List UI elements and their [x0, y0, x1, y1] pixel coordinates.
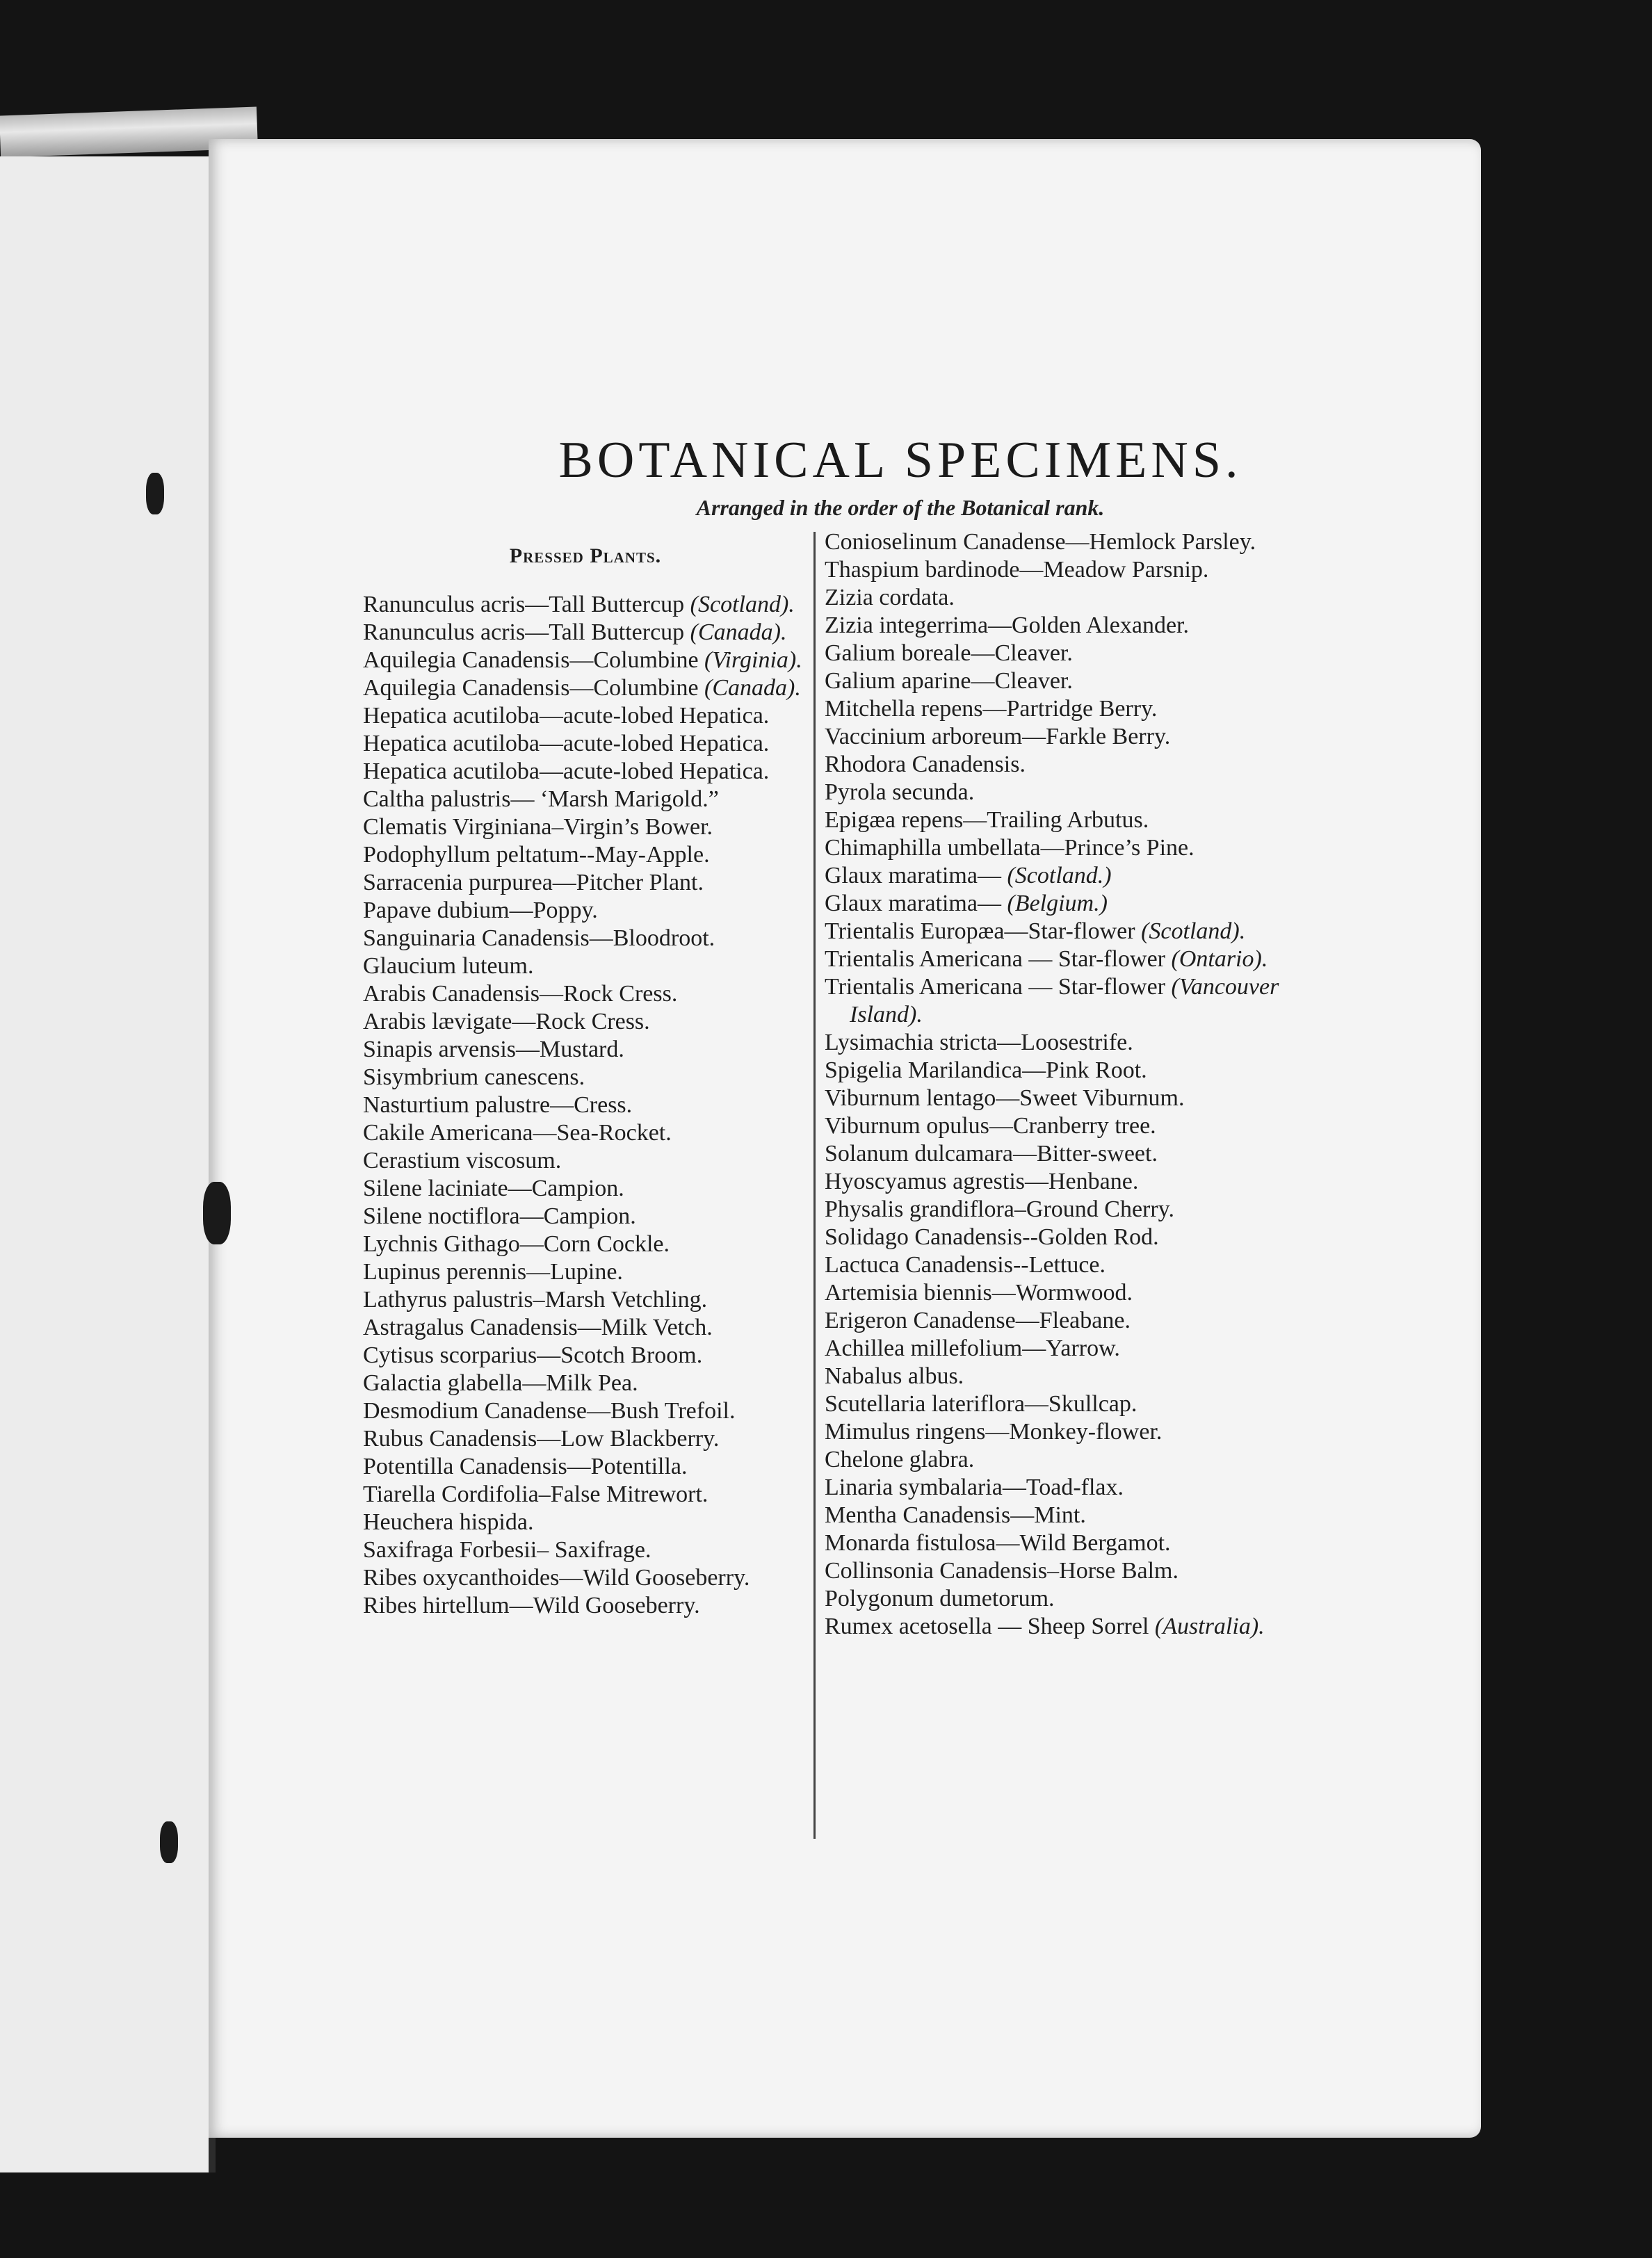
- list-item: [825, 1140, 1283, 1168]
- specimen-name: Silene noctiflora—Campion.: [363, 1203, 636, 1229]
- list-item: [825, 667, 1283, 695]
- book-page: [209, 139, 1481, 2138]
- specimen-name: Trientalis Americana — Star-flower: [825, 946, 1165, 972]
- list-item: [825, 1335, 1283, 1363]
- list-item: [825, 1474, 1283, 1502]
- specimen-name: Hepatica acutiloba—acute-lobed Hepatica.: [363, 758, 770, 784]
- specimen-name: Sarracenia purpurea—Pitcher Plant.: [363, 870, 704, 895]
- specimen-name: Lupinus perennis—Lupine.: [363, 1259, 623, 1285]
- list-item: [363, 1453, 808, 1481]
- page-subtitle: Arranged in the order of the Botanical rank.: [696, 495, 1105, 520]
- list-item: [825, 1057, 1283, 1085]
- list-item: [825, 1585, 1283, 1613]
- specimen-list: [363, 591, 808, 1620]
- specimen-name: Arabis lævigate—Rock Cress.: [363, 1009, 650, 1034]
- list-item: [363, 1230, 808, 1258]
- specimen-name: Mitchella repens—Partridge Berry.: [825, 696, 1158, 722]
- specimen-origin: (Scotland.): [1007, 863, 1112, 888]
- specimen-name: Epigæa repens—Trailing Arbutus.: [825, 807, 1149, 833]
- list-item: [363, 1481, 808, 1509]
- list-item: [363, 1147, 808, 1175]
- specimen-name: Monarda fistulosa—Wild Bergamot.: [825, 1530, 1171, 1556]
- specimen-origin: (Canada).: [690, 619, 787, 645]
- specimen-name: Sinapis arvensis—Mustard.: [363, 1037, 624, 1062]
- list-item: [363, 1314, 808, 1342]
- list-item: [363, 869, 808, 897]
- list-item: [363, 1509, 808, 1536]
- specimen-name: Lychnis Githago—Corn Cockle.: [363, 1231, 670, 1257]
- specimen-name: Zizia integerrima—Golden Alexander.: [825, 612, 1189, 638]
- specimen-name: Ranunculus acris—Tall Buttercup: [363, 592, 685, 617]
- list-item: [363, 1425, 808, 1453]
- specimen-name: Caltha palustris— ‘Marsh Marigold.”: [363, 786, 719, 812]
- list-item: [825, 806, 1283, 834]
- list-item: [363, 1064, 808, 1091]
- specimen-name: Cytisus scorparius—Scotch Broom.: [363, 1342, 703, 1368]
- list-item: [363, 702, 808, 730]
- list-item: [363, 980, 808, 1008]
- specimen-origin: (Canada).: [704, 675, 801, 701]
- specimen-name: Ranunculus acris—Tall Buttercup: [363, 619, 685, 645]
- specimen-name: Papave dubium—Poppy.: [363, 897, 598, 923]
- list-item: [825, 1390, 1283, 1418]
- list-item: [825, 890, 1283, 918]
- specimen-name: Galium aparine—Cleaver.: [825, 668, 1073, 694]
- list-item: [363, 730, 808, 758]
- specimen-name: Spigelia Marilandica—Pink Root.: [825, 1057, 1147, 1083]
- list-item: [363, 1592, 808, 1620]
- specimen-name: Vaccinium arboreum—Farkle Berry.: [825, 724, 1171, 749]
- specimen-name: Glaux maratima—: [825, 891, 1001, 916]
- specimen-name: Podophyllum peltatum--May-Apple.: [363, 842, 710, 868]
- list-item: [825, 1418, 1283, 1446]
- list-item: [363, 1536, 808, 1564]
- specimen-name: Hyoscyamus agrestis—Henbane.: [825, 1169, 1139, 1194]
- left-column: [363, 528, 808, 1620]
- list-item: [825, 779, 1283, 806]
- specimen-name: Mimulus ringens—Monkey-flower.: [825, 1419, 1163, 1445]
- list-item: [363, 1286, 808, 1314]
- specimen-name: Lactuca Canadensis--Lettuce.: [825, 1252, 1106, 1278]
- list-item: [363, 813, 808, 841]
- specimen-origin: (Ontario).: [1171, 946, 1268, 972]
- specimen-origin: (Scotland).: [1141, 918, 1246, 944]
- specimen-name: Chimaphilla umbellata—Prince’s Pine.: [825, 835, 1195, 861]
- specimen-name: Chelone glabra.: [825, 1447, 975, 1472]
- specimen-name: Cerastium viscosum.: [363, 1148, 562, 1173]
- list-item: [363, 1203, 808, 1230]
- list-item: [825, 1112, 1283, 1140]
- specimen-name: Desmodium Canadense—Bush Trefoil.: [363, 1398, 736, 1424]
- list-item: [825, 640, 1283, 667]
- specimen-name: Arabis Canadensis—Rock Cress.: [363, 981, 678, 1007]
- list-item: [825, 1251, 1283, 1279]
- list-item: [363, 1397, 808, 1425]
- specimen-name: Achillea millefolium—Yarrow.: [825, 1335, 1120, 1361]
- specimen-name: Collinsonia Canadensis–Horse Balm.: [825, 1558, 1179, 1584]
- specimen-name: Rumex acetosella — Sheep Sorrel: [825, 1614, 1149, 1639]
- list-item: [825, 1029, 1283, 1057]
- list-item: [825, 1085, 1283, 1112]
- specimen-name: Galactia glabella—Milk Pea.: [363, 1370, 638, 1396]
- list-item: [363, 952, 808, 980]
- list-item: [363, 1564, 808, 1592]
- specimen-name: Glaucium luteum.: [363, 953, 534, 979]
- list-item: [825, 723, 1283, 751]
- specimen-name: Potentilla Canadensis—Potentilla.: [363, 1454, 688, 1479]
- list-item: [825, 1557, 1283, 1585]
- specimen-name: Astragalus Canadensis—Milk Vetch.: [363, 1315, 713, 1340]
- list-item: [825, 1196, 1283, 1224]
- specimen-name: Solidago Canadensis--Golden Rod.: [825, 1224, 1159, 1250]
- section-heading: Pressed Plants.: [509, 544, 662, 567]
- facing-page: [0, 156, 216, 2172]
- specimen-name: Hepatica acutiloba—acute-lobed Hepatica.: [363, 731, 770, 756]
- list-item: [825, 862, 1283, 890]
- list-item: [825, 1613, 1283, 1641]
- list-item: [825, 1502, 1283, 1529]
- specimen-name: Ribes oxycanthoides—Wild Gooseberry.: [363, 1565, 750, 1591]
- list-item: [363, 841, 808, 869]
- specimen-origin: (Belgium.): [1007, 891, 1108, 916]
- list-item: [825, 695, 1283, 723]
- binding-hole: [160, 1821, 178, 1863]
- specimen-name: Heuchera hispida.: [363, 1509, 534, 1535]
- specimen-name: Cakile Americana—Sea-Rocket.: [363, 1120, 672, 1146]
- list-item: [825, 973, 1283, 1029]
- list-item: [363, 1258, 808, 1286]
- specimen-name: Mentha Canadensis—Mint.: [825, 1502, 1086, 1528]
- specimen-name: Artemisia biennis—Wormwood.: [825, 1280, 1133, 1306]
- specimen-name: Physalis grandiflora–Ground Cherry.: [825, 1196, 1174, 1222]
- specimen-name: Scutellaria lateriflora—Skullcap.: [825, 1391, 1137, 1417]
- list-item: [825, 1307, 1283, 1335]
- list-item: [363, 674, 808, 702]
- specimen-name: Glaux maratima—: [825, 863, 1001, 888]
- list-item: [825, 1168, 1283, 1196]
- specimen-name: Sanguinaria Canadensis—Bloodroot.: [363, 925, 715, 951]
- list-item: [363, 647, 808, 674]
- specimen-name: Lysimachia stricta—Loosestrife.: [825, 1030, 1133, 1055]
- specimen-origin: (Australia).: [1154, 1614, 1265, 1639]
- specimen-name: Sisymbrium canescens.: [363, 1064, 585, 1090]
- list-item: [363, 591, 808, 619]
- list-item: [825, 751, 1283, 779]
- list-item: [825, 834, 1283, 862]
- binding-tear: [203, 1182, 231, 1244]
- specimen-name: Aquilegia Canadensis—Columbine: [363, 647, 699, 673]
- list-item: [363, 1370, 808, 1397]
- specimen-name: Lathyrus palustris–Marsh Vetchling.: [363, 1287, 708, 1313]
- specimen-name: Conioselinum Canadense—Hemlock Parsley.: [825, 529, 1256, 555]
- specimen-name: Viburnum lentago—Sweet Viburnum.: [825, 1085, 1185, 1111]
- list-item: [363, 1119, 808, 1147]
- specimen-name: Solanum dulcamara—Bitter-sweet.: [825, 1141, 1158, 1167]
- specimen-origin: (Virginia).: [704, 647, 802, 673]
- list-item: [363, 925, 808, 952]
- list-item: [825, 1529, 1283, 1557]
- specimen-name: Clematis Virginiana–Virgin’s Bower.: [363, 814, 713, 840]
- specimen-name: Aquilegia Canadensis—Columbine: [363, 675, 699, 701]
- specimen-origin: (Scotland).: [690, 592, 795, 617]
- list-item: [825, 584, 1283, 612]
- list-item: [825, 612, 1283, 640]
- page-title: BOTANICAL SPECIMENS.: [558, 432, 1242, 489]
- list-item: [363, 1175, 808, 1203]
- specimen-name: Tiarella Cordifolia–False Mitrewort.: [363, 1481, 708, 1507]
- list-item: [363, 1036, 808, 1064]
- column-divider: [813, 532, 816, 1839]
- list-item: [825, 528, 1283, 556]
- list-item: [825, 1224, 1283, 1251]
- list-item: [363, 758, 808, 786]
- list-item: [825, 918, 1283, 945]
- list-item: [825, 1279, 1283, 1307]
- specimen-name: Polygonum dumetorum.: [825, 1586, 1055, 1611]
- specimen-name: Rubus Canadensis—Low Blackberry.: [363, 1426, 720, 1452]
- list-item: [825, 1363, 1283, 1390]
- specimen-name: Zizia cordata.: [825, 585, 955, 610]
- list-item: [825, 556, 1283, 584]
- specimen-name: Nasturtium palustre—Cress.: [363, 1092, 633, 1118]
- specimen-name: Nabalus albus.: [825, 1363, 964, 1389]
- list-item: [825, 945, 1283, 973]
- specimen-list: [825, 528, 1283, 1641]
- specimen-name: Hepatica acutiloba—acute-lobed Hepatica.: [363, 703, 770, 729]
- list-item: [363, 1091, 808, 1119]
- specimen-name: Galium boreale—Cleaver.: [825, 640, 1073, 666]
- specimen-name: Silene laciniate—Campion.: [363, 1176, 624, 1201]
- specimen-name: Viburnum opulus—Cranberry tree.: [825, 1113, 1156, 1139]
- list-item: [363, 786, 808, 813]
- specimen-name: Pyrola secunda.: [825, 779, 975, 805]
- specimen-origin: (Vancouver Island).: [850, 974, 1279, 1028]
- specimen-name: Erigeron Canadense—Fleabane.: [825, 1308, 1131, 1333]
- list-item: [363, 619, 808, 647]
- specimen-name: Linaria symbalaria—Toad-flax.: [825, 1475, 1124, 1500]
- specimen-name: Saxifraga Forbesii– Saxifrage.: [363, 1537, 651, 1563]
- list-item: [825, 1446, 1283, 1474]
- specimen-name: Ribes hirtellum—Wild Gooseberry.: [363, 1593, 700, 1618]
- specimen-name: Thaspium bardinode—Meadow Parsnip.: [825, 557, 1209, 583]
- list-item: [363, 1342, 808, 1370]
- list-item: [363, 897, 808, 925]
- specimen-name: Trientalis Americana — Star-flower: [825, 974, 1165, 1000]
- specimen-name: Rhodora Canadensis.: [825, 752, 1026, 777]
- binding-hole: [146, 473, 164, 514]
- list-item: [363, 1008, 808, 1036]
- right-column: [825, 528, 1283, 1641]
- specimen-name: Trientalis Europæa—Star-flower: [825, 918, 1135, 944]
